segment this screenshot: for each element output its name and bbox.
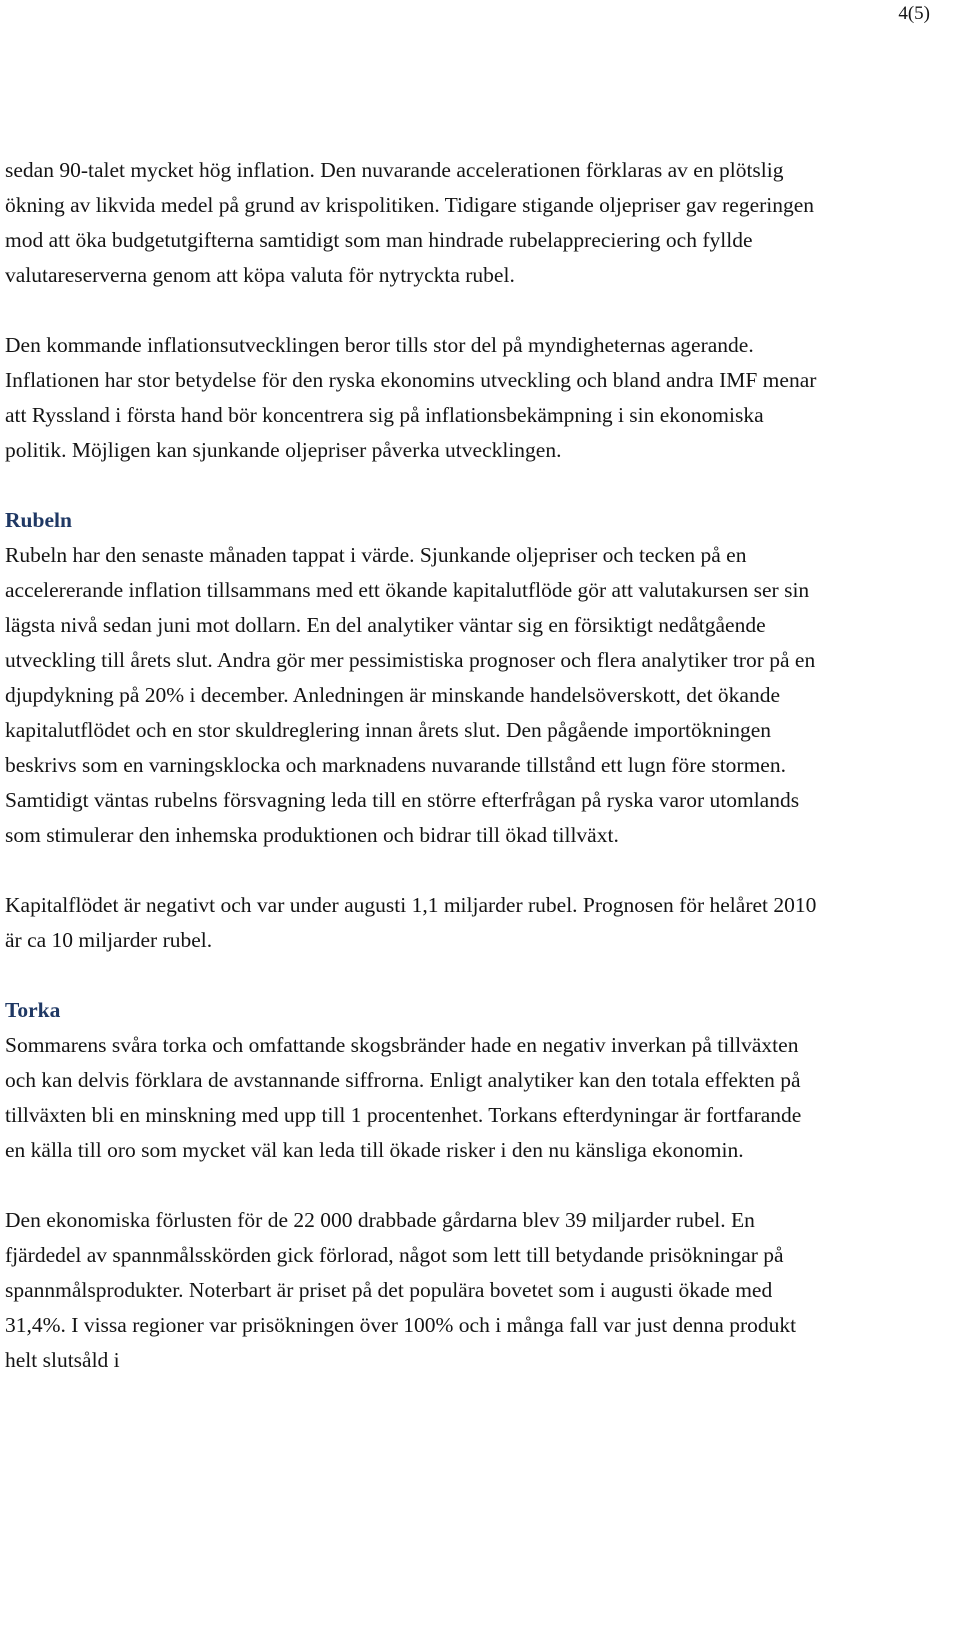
paragraph-drought-impact: Sommarens svåra torka och omfattande skogsbränder hade en negativ inverkan på tillväxten och kan delvis förklara de avstannande siffrorna. Enligt analytiker kan den totala effekten på tillväxten bli en minskning med upp till 1 procentenhet. Torkans efterdyningar är fortfarande en källa till oro som mycket väl kan leda till ökade risker i den nu känsliga ekonomin. (5, 1033, 802, 1162)
heading-torka: Torka (5, 998, 61, 1022)
paragraph-capital-flow: Kapitalflödet är negativt och var under augusti 1,1 miljarder rubel. Prognosen för helåret 2010 är ca 10 miljarder rubel. (5, 893, 817, 952)
paragraph-rubeln: Rubeln har den senaste månaden tappat i värde. Sjunkande oljepriser och tecken på en accelererande inflation tillsammans med ett ökande kapitalutflöde gör att valutakursen ser sin lägsta nivå sedan juni mot dollarn. En del analytiker väntar sig en försiktigt nedåtgående utveckling till årets slut. Andra gör mer pessimistiska prognoser och flera analytiker tror på en djupdykning på 20% i december. Anledningen är minskande handelsöverskott, det ökande kapitalutflödet och en stor skuldreglering innan årets slut. Den pågående importökningen beskrivs som en varningsklocka och marknadens nuvarande tillstånd ett lugn före stormen. Samtidigt väntas rubelns försvagning leda till en större efterfrågan på ryska varor utomlands som stimulerar den inhemska produktionen och bidrar till ökad tillväxt. (5, 543, 816, 847)
paragraph-drought-losses: Den ekonomiska förlusten för de 22 000 drabbade gårdarna blev 39 miljarder rubel. En fjärdedel av spannmålsskörden gick förlorad, något som lett till betydande prisökningar på spannmålsprodukter. Noterbart är priset på det populära bovetet som i augusti ökade med 31,4%. I vissa regioner var prisökningen över 100% och i många fall var just denna produkt helt slutsåld i (5, 1208, 797, 1372)
page-number: 4(5) (898, 3, 930, 24)
paragraph-inflation-intro: sedan 90-talet mycket hög inflation. Den nuvarande accelerationen förklaras av en plötslig ökning av likvida medel på grund av krispolitiken. Tidigare stigande oljepriser gav regeringen mod att öka budgetutgifterna samtidigt som man hindrade rubelappreciering och fyllde valutareserverna genom att köpa valuta för nytryckta rubel. (5, 158, 815, 287)
heading-rubeln: Rubeln (5, 508, 72, 532)
document-body (5, 153, 825, 1378)
paragraph-inflation-outlook: Den kommande inflationsutvecklingen beror tills stor del på myndigheternas agerande. Inflationen har stor betydelse för den ryska ekonomins utveckling och bland andra IMF menar att Ryssland i första hand bör koncentrera sig på inflationsbekämpning i sin ekonomiska politik. Möjligen kan sjunkande oljepriser påverka utvecklingen. (5, 333, 817, 462)
